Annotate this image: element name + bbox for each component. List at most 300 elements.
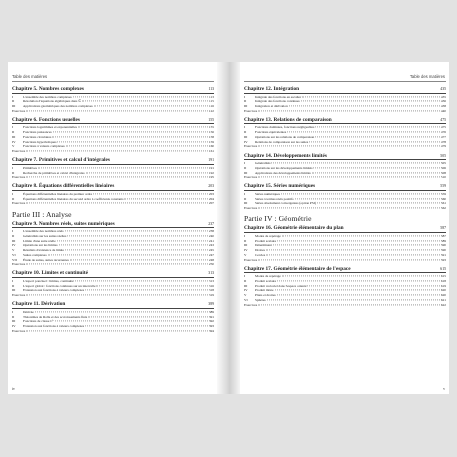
- dot-leader: [317, 203, 440, 204]
- section-title: Fonctions logarithmes et exponentielles: [23, 125, 77, 130]
- section-title: Modes de repérage: [255, 274, 281, 279]
- section-number: I: [244, 161, 246, 166]
- section-title: Exercices: [244, 257, 258, 262]
- section-title: Opérations sur les relations de comparaison: [255, 134, 315, 139]
- exercises-entry[interactable]: [12, 329, 214, 334]
- section-title: Équations différentielles linéaires du premier ordre: [23, 191, 93, 196]
- section-title: Produit scalaire: [255, 278, 277, 283]
- chapter-block: [12, 86, 214, 114]
- section-page-number: 475: [440, 125, 446, 130]
- section-title: Séries absolument convergentes (option PSI): [255, 201, 316, 206]
- dot-leader: [258, 259, 440, 260]
- chapter-title: Chapitre 6. Fonctions usuelles: [12, 116, 80, 123]
- section-title: Fonctions circulaires: [23, 134, 52, 139]
- section-title: Fonctions équivalentes: [255, 130, 287, 135]
- chapter-page-number: 389: [208, 302, 214, 307]
- section-page-number: 204: [208, 196, 214, 201]
- section-title: Équations différentielles linéaires du second ordre à coefficients constants: [23, 196, 124, 201]
- dot-leader: [258, 304, 440, 305]
- section-page-number: 156: [208, 130, 214, 135]
- section-page-number: 587: [440, 233, 446, 238]
- dot-leader: [35, 311, 208, 312]
- section-page-number: 561: [440, 201, 446, 206]
- dot-leader: [267, 299, 440, 300]
- section-page-number: 435: [440, 94, 446, 99]
- section-title: Produit mixte: [255, 288, 274, 293]
- section-page-number: 243: [208, 243, 214, 248]
- chapter-page-number: 113: [208, 87, 214, 91]
- dot-leader: [258, 146, 440, 147]
- section-number: III: [244, 170, 248, 175]
- chapter-heading[interactable]: [244, 117, 446, 125]
- section-page-number: 479: [440, 144, 446, 149]
- section-page-number: 510: [440, 175, 446, 180]
- chapter-block: [244, 117, 446, 149]
- chapter-title: Chapitre 5. Nombres complexes: [12, 86, 84, 92]
- section-page-number: 318: [208, 288, 214, 293]
- section-number: I: [12, 94, 14, 99]
- section-page-number: 440: [440, 108, 446, 113]
- chapter-block: [12, 157, 214, 180]
- section-number: I: [244, 274, 246, 279]
- section-page-number: 319: [208, 293, 214, 298]
- dot-leader: [59, 245, 208, 246]
- dot-leader: [57, 141, 207, 142]
- dot-leader: [26, 177, 208, 178]
- section-page-number: 508: [440, 170, 446, 175]
- section-page-number: 389: [208, 309, 214, 314]
- section-title: Étude de suites, suites récurrentes: [23, 257, 69, 262]
- section-title: Opérations sur les développements limités: [255, 165, 313, 170]
- section-title: L'ensemble des nombres réels: [23, 229, 64, 234]
- section-page-number: 313: [208, 278, 214, 283]
- chapter-page-number: 435: [440, 87, 446, 91]
- section-number: III: [244, 243, 248, 248]
- toc-body: [244, 86, 446, 311]
- chapter-title: Chapitre 13. Relations de comparaison: [244, 116, 332, 123]
- chapter-page-number: 615: [440, 266, 446, 271]
- dot-leader: [289, 105, 440, 106]
- dot-leader: [57, 240, 208, 241]
- section-title: Exercices: [244, 206, 258, 211]
- section-title: Exercices: [12, 175, 26, 180]
- section-page-number: 436: [440, 99, 446, 104]
- section-page-number: 622: [440, 302, 446, 307]
- dot-leader: [75, 280, 208, 281]
- section-title: Exercices: [244, 175, 258, 180]
- section-title: L'aspect global : fonctions continues sur un intervalle: [23, 283, 96, 288]
- section-number: I: [244, 125, 246, 130]
- dot-leader: [277, 240, 440, 241]
- dot-leader: [277, 280, 440, 281]
- toc-body: [12, 86, 214, 337]
- section-page-number: 161: [208, 149, 214, 154]
- chapter-title: Chapitre 11. Dérivation: [12, 301, 66, 308]
- section-title: Suites complexes: [23, 252, 47, 257]
- section-title: Fonctions puissances: [23, 130, 52, 135]
- section-number: IV: [244, 248, 248, 253]
- section-title: Limite d'une suite réelle: [23, 238, 56, 243]
- section-page-number: 391: [208, 314, 214, 319]
- dot-leader: [277, 295, 440, 296]
- dot-leader: [26, 110, 208, 111]
- section-number: I: [12, 309, 14, 314]
- section-number: IV: [12, 243, 16, 248]
- dot-leader: [82, 101, 208, 102]
- exercises-entry[interactable]: [12, 175, 214, 180]
- dot-leader: [273, 245, 440, 246]
- exercises-entry[interactable]: [244, 258, 446, 263]
- section-page-number: 506: [440, 165, 446, 170]
- section-page-number: 191: [208, 165, 214, 170]
- section-title: Plans et droites: [255, 293, 276, 298]
- section-page-number: 591: [440, 252, 446, 257]
- header-rule: [244, 81, 446, 82]
- dot-leader: [94, 105, 208, 106]
- exercises-entry[interactable]: [244, 175, 446, 180]
- section-page-number: 560: [440, 196, 446, 201]
- dot-leader: [86, 172, 208, 173]
- section-number: I: [12, 278, 14, 283]
- dot-leader: [70, 259, 208, 260]
- section-page-number: 559: [440, 191, 446, 196]
- section-title: Sphères: [255, 297, 266, 302]
- section-page-number: 241: [208, 238, 214, 243]
- section-number: I: [12, 125, 14, 130]
- book-gutter: [217, 62, 240, 394]
- section-title: Applications géométriques des nombres complexes: [23, 104, 93, 108]
- section-number: III: [244, 134, 248, 139]
- dot-leader: [302, 96, 440, 97]
- section-number: III: [244, 283, 248, 288]
- section-title: Exercices: [12, 149, 26, 154]
- section-title: Généralités: [255, 161, 271, 166]
- chapter-heading[interactable]: [244, 183, 446, 191]
- section-title: Dérivée: [23, 309, 34, 314]
- dot-leader: [258, 110, 440, 111]
- section-page-number: 122: [208, 108, 214, 113]
- section-title: Exercices: [12, 328, 26, 333]
- section-page-number: 505: [440, 161, 446, 166]
- section-page-number: 116: [209, 104, 214, 108]
- section-number: III: [244, 104, 248, 108]
- chapter-title: Chapitre 10. Limites et continuité: [12, 270, 88, 277]
- chapter-title: Chapitre 16. Géométrie élémentaire du plan: [244, 225, 344, 232]
- section-number: II: [12, 233, 15, 238]
- dot-leader: [48, 254, 208, 255]
- exercises-entry[interactable]: [12, 149, 214, 154]
- dot-leader: [93, 193, 208, 194]
- dot-leader: [281, 193, 440, 194]
- section-number: I: [244, 233, 246, 238]
- chapter-heading[interactable]: [12, 301, 214, 309]
- exercises-entry[interactable]: [244, 144, 446, 149]
- dot-leader: [312, 172, 440, 173]
- section-title: Modes de repérage: [255, 233, 281, 238]
- section-number: I: [244, 94, 246, 99]
- section-page-number: 589: [440, 238, 446, 243]
- dot-leader: [266, 254, 440, 255]
- chapter-heading[interactable]: [12, 86, 214, 94]
- section-title: Déterminant: [255, 243, 272, 248]
- exercises-entry[interactable]: [12, 262, 214, 267]
- section-title: Fonctions dominées, fonctions négligeables: [255, 125, 315, 130]
- section-page-number: 620: [440, 288, 446, 293]
- section-title: Résultats d'existence de limite: [23, 248, 65, 253]
- dot-leader: [258, 208, 440, 209]
- section-number: V: [12, 144, 15, 149]
- section-page-number: 593: [440, 257, 446, 262]
- dot-leader: [65, 230, 208, 231]
- section-number: VI: [244, 297, 248, 302]
- section-number: II: [12, 170, 15, 175]
- section-title: Intégrale des fonctions en escalier: [255, 94, 302, 99]
- chapter-block: [12, 221, 214, 268]
- chapter-block: [244, 225, 446, 262]
- section-page-number: 207: [208, 201, 214, 206]
- section-title: Droites: [255, 248, 265, 253]
- dot-leader: [55, 321, 208, 322]
- section-number: I: [12, 229, 14, 234]
- section-page-number: 590: [440, 248, 446, 253]
- chapter-heading[interactable]: [244, 153, 446, 161]
- section-title: Exercices: [244, 302, 258, 307]
- section-number: II: [12, 196, 15, 201]
- chapter-title: Chapitre 7. Primitives et calcul d'intégrales: [12, 157, 110, 164]
- section-title: Exercices: [12, 108, 26, 113]
- section-title: Fonctions hyperboliques: [23, 139, 57, 144]
- section-number: II: [244, 238, 247, 243]
- chapter-heading[interactable]: [12, 183, 214, 191]
- chapter-heading[interactable]: [12, 270, 214, 278]
- exercises-entry[interactable]: [12, 201, 214, 206]
- dot-leader: [26, 330, 208, 331]
- dot-leader: [38, 167, 208, 168]
- section-title: Opérations sur les limites: [23, 243, 58, 248]
- chapter-page-number: 587: [440, 226, 446, 231]
- section-title: Produit scalaire: [255, 238, 277, 243]
- section-page-number: 250: [208, 262, 214, 267]
- section-title: L'ensemble des nombres complexes: [23, 94, 72, 99]
- dot-leader: [124, 198, 207, 199]
- chapter-heading[interactable]: [12, 157, 214, 165]
- section-title: Intégration et dérivation: [255, 104, 288, 108]
- section-title: Généralités sur les suites réelles: [23, 233, 67, 238]
- section-number: II: [12, 314, 15, 319]
- section-title: Exercices: [12, 262, 26, 267]
- exercises-entry[interactable]: [12, 109, 214, 114]
- chapter-title: Chapitre 8. Équations différentielles linéaires: [12, 183, 115, 190]
- section-number: II: [12, 130, 15, 135]
- section-title: Résolution d'équations algébriques dans ℂ: [23, 99, 81, 104]
- section-number: III: [12, 134, 16, 139]
- section-title: L'aspect ponctuel : limites, continuité: [23, 278, 74, 283]
- exercises-entry[interactable]: [244, 303, 446, 308]
- left-page: [8, 62, 217, 394]
- chapter-title: Chapitre 17. Géométrie élémentaire de l'espace: [244, 265, 351, 272]
- dot-leader: [258, 177, 440, 178]
- dot-leader: [287, 132, 440, 133]
- page-number: v: [443, 387, 445, 391]
- section-page-number: 478: [440, 139, 446, 144]
- chapter-page-number: 203: [208, 184, 214, 189]
- dot-leader: [85, 325, 208, 326]
- section-number: IV: [244, 139, 248, 144]
- chapter-block: [244, 153, 446, 181]
- section-number: I: [12, 165, 14, 170]
- section-page-number: 477: [440, 134, 446, 139]
- chapter-block: [12, 183, 214, 206]
- section-page-number: 393: [208, 324, 214, 329]
- section-number: III: [244, 201, 248, 206]
- chapter-page-number: 155: [208, 117, 214, 122]
- dot-leader: [85, 290, 208, 291]
- section-page-number: 615: [440, 274, 446, 279]
- section-title: Séries numériques: [255, 191, 280, 196]
- section-page-number: 158: [208, 134, 214, 139]
- section-title: Exercices: [12, 201, 26, 206]
- exercises-entry[interactable]: [244, 109, 446, 114]
- dot-leader: [275, 290, 440, 291]
- dot-leader: [301, 101, 440, 102]
- section-page-number: 562: [440, 206, 446, 211]
- section-number: II: [244, 196, 247, 201]
- right-page: [240, 62, 449, 394]
- section-number: II: [244, 278, 247, 283]
- dot-leader: [295, 198, 440, 199]
- section-title: Cercles: [255, 252, 266, 257]
- dot-leader: [282, 276, 440, 277]
- part-heading: Partie IV : Géométrie: [244, 214, 312, 224]
- section-page-number: 476: [440, 130, 446, 135]
- dot-leader: [313, 167, 439, 168]
- dot-leader: [309, 141, 440, 142]
- section-page-number: 618: [440, 278, 446, 283]
- section-page-number: 248: [208, 257, 214, 262]
- chapter-page-number: 191: [208, 158, 214, 163]
- section-title: Produit vectoriel dans l'espace orienté: [255, 283, 307, 288]
- section-page-number: 192: [208, 170, 214, 175]
- section-page-number: 113: [209, 94, 214, 99]
- section-title: Fonctions de classe Cᵏ: [23, 319, 54, 324]
- dot-leader: [271, 162, 439, 163]
- section-page-number: 203: [208, 191, 214, 196]
- dot-leader: [52, 136, 208, 137]
- section-title: Exercices: [12, 293, 26, 298]
- section-page-number: 620: [440, 293, 446, 298]
- section-page-number: 115: [209, 99, 214, 104]
- chapter-title: Chapitre 14. Développements limités: [244, 152, 327, 159]
- section-title: Intégrale des fonctions continues: [255, 99, 300, 104]
- section-number: VII: [12, 257, 17, 262]
- page-number: iv: [12, 387, 15, 391]
- section-number: II: [244, 165, 247, 170]
- section-number: II: [12, 283, 15, 288]
- chapter-block: [12, 117, 214, 154]
- section-title: Extension aux fonctions à valeurs complexes: [23, 288, 85, 293]
- section-page-number: 438: [440, 104, 446, 108]
- dot-leader: [73, 96, 208, 97]
- chapter-heading[interactable]: [244, 86, 446, 94]
- section-page-number: 160: [208, 144, 214, 149]
- dot-leader: [307, 285, 439, 286]
- dot-leader: [315, 136, 440, 137]
- chapter-title: Chapitre 12. Intégration: [244, 86, 300, 92]
- dot-leader: [78, 127, 208, 128]
- chapter-page-number: 237: [208, 221, 214, 226]
- section-title: Extension aux fonctions à valeurs complexes: [23, 324, 85, 329]
- exercises-entry[interactable]: [244, 206, 446, 211]
- section-number: I: [244, 191, 246, 196]
- section-number: VI: [12, 252, 16, 257]
- section-page-number: 621: [440, 297, 446, 302]
- section-page-number: 155: [208, 125, 214, 130]
- dot-leader: [53, 132, 208, 133]
- dot-leader: [26, 264, 208, 265]
- running-head: Table des matières: [12, 74, 48, 79]
- dot-leader: [26, 295, 208, 296]
- chapter-heading[interactable]: [12, 221, 214, 229]
- section-number: V: [244, 252, 247, 257]
- dot-leader: [282, 235, 440, 236]
- chapter-block: [244, 266, 446, 308]
- dot-leader: [26, 203, 208, 204]
- section-number: III: [12, 319, 16, 324]
- chapter-block: [12, 270, 214, 298]
- chapter-heading[interactable]: [12, 117, 214, 125]
- chapter-heading[interactable]: [244, 225, 446, 233]
- section-title: Recherche de primitives et calcul d'intégrales: [23, 170, 85, 175]
- chapter-heading[interactable]: [244, 266, 446, 274]
- chapter-page-number: 505: [440, 153, 446, 158]
- section-page-number: 240: [208, 233, 214, 238]
- part-heading: Partie III : Analyse: [12, 209, 72, 219]
- dot-leader: [266, 249, 440, 250]
- dot-leader: [65, 249, 208, 250]
- chapter-page-number: 313: [208, 271, 214, 276]
- section-number: V: [244, 293, 247, 298]
- section-title: Applications des développements limités: [255, 170, 311, 175]
- dot-leader: [96, 285, 207, 286]
- exercises-entry[interactable]: [12, 293, 214, 298]
- section-page-number: 245: [208, 248, 214, 253]
- dot-leader: [315, 127, 440, 128]
- section-page-number: 316: [208, 283, 214, 288]
- section-number: I: [12, 191, 14, 196]
- section-title: Primitives: [23, 165, 37, 170]
- section-number: IV: [12, 324, 16, 329]
- section-number: II: [12, 99, 15, 104]
- section-number: III: [12, 288, 16, 293]
- dot-leader: [26, 151, 208, 152]
- chapter-block: [244, 183, 446, 211]
- section-number: II: [244, 99, 247, 104]
- section-title: Exercices: [244, 144, 258, 149]
- dot-leader: [66, 146, 208, 147]
- section-page-number: 392: [208, 319, 214, 324]
- chapter-page-number: 559: [440, 184, 446, 189]
- section-title: Fonctions à valeurs complexes: [23, 144, 65, 149]
- section-page-number: 619: [440, 283, 446, 288]
- section-page-number: 247: [208, 252, 214, 257]
- header-rule: [12, 81, 214, 82]
- section-number: III: [12, 104, 16, 108]
- section-number: IV: [244, 288, 248, 293]
- dot-leader: [88, 316, 208, 317]
- section-title: Exercices: [244, 108, 258, 113]
- chapter-page-number: 475: [440, 117, 446, 122]
- section-page-number: 590: [440, 243, 446, 248]
